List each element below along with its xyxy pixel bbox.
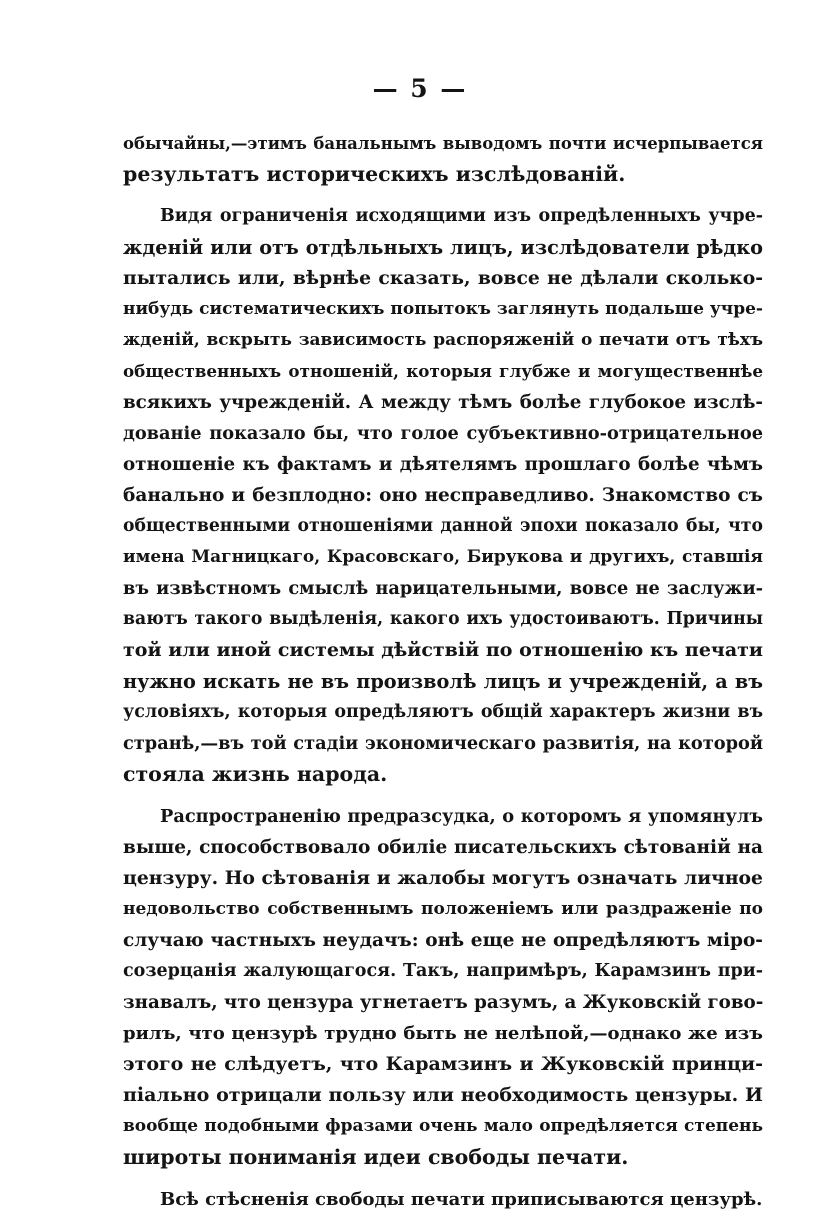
text-line: всякихъ учрежденій. А между тѣмъ болѣе глубокое изслѣ- xyxy=(123,392,763,413)
text-line: дованіе показало бы, что голое субъективно-отрицательное xyxy=(123,423,763,444)
text-line: жденій, вскрыть зависимость распоряженій о печати отъ тѣхъ xyxy=(123,330,763,350)
text-line: Видя ограниченія исходящими изъ опредѣленныхъ учре- xyxy=(160,206,763,226)
text-line: вообще подобными фразами очень мало опредѣляется степень xyxy=(123,1116,763,1136)
text-line: недовольство собственнымъ положеніемъ или раздраженіе по xyxy=(123,899,763,919)
text-line: знавалъ, что цензура угнетаетъ разумъ, а Жуковскій гово- xyxy=(123,992,763,1013)
text-line: пытались или, вѣрнѣе сказать, вовсе не дѣлали сколько- xyxy=(123,267,763,289)
paragraph-gap xyxy=(123,790,763,801)
paragraph-gap xyxy=(123,190,763,201)
text-line: общественныхъ отношеній, которыя глубже и могущественнѣе xyxy=(123,361,763,381)
text-line: общественными отношеніями данной эпохи показало бы, что xyxy=(123,516,763,536)
page-number: — 5 — xyxy=(372,74,468,103)
text-line: піально отрицали пользу или необходимость цензуры. И xyxy=(123,1084,763,1106)
text-line: Всѣ стѣсненія свободы печати приписываются цензурѣ. xyxy=(160,1189,763,1210)
text-line: нибудь систематическихъ попытокъ заглянуть подальше учре- xyxy=(123,299,763,319)
text-line: стояла жизнь народа. xyxy=(123,762,388,786)
text-line: Распространенію предразсудка, о которомъ я упомянулъ xyxy=(160,806,763,827)
text-line: обычайны,—этимъ банальнымъ выводомъ почти исчерпывается xyxy=(123,134,763,153)
text-line: имена Магницкаго, Красовскаго, Бирукова и другихъ, ставшія xyxy=(123,547,763,567)
text-line: случаю частныхъ неудачъ: онѣ еще не опредѣляютъ міро- xyxy=(123,930,763,951)
text-line: созерцанія жалующагося. Такъ, напримѣръ, Карамзинъ при- xyxy=(123,961,763,981)
text-line: банально и безплодно: оно несправедливо. Знакомство съ xyxy=(123,485,763,506)
text-line: этого не слѣдуетъ, что Карамзинъ и Жуковскій принци- xyxy=(123,1053,763,1075)
body-text xyxy=(123,128,763,1215)
text-line: цензуру. Но сѣтованія и жалобы могутъ означать личное xyxy=(123,867,763,889)
paragraph-gap xyxy=(123,1173,763,1184)
text-line: выше, способствовало обиліе писательскихъ сѣтованій на xyxy=(123,837,763,858)
text-line: отношеніе къ фактамъ и дѣятелямъ прошлаго болѣе чѣмъ xyxy=(123,454,763,475)
text-line: нужно искать не въ произволѣ лицъ и учрежденій, а въ xyxy=(123,670,763,693)
text-line: ваютъ такого выдѣленія, какого ихъ удостоиваютъ. Причины xyxy=(123,609,763,629)
text-line: той или иной системы дѣйствій по отношенію къ печати xyxy=(123,639,763,661)
text-line: широты пониманія идеи свободы печати. xyxy=(123,1145,629,1169)
text-line: въ извѣстномъ смыслѣ нарицательными, вовсе не заслужи- xyxy=(123,578,763,599)
text-line: рилъ, что цензурѣ трудно быть не нелѣпой,—однако же изъ xyxy=(123,1023,763,1044)
text-line: результатъ историческихъ изслѣдованій. xyxy=(123,162,626,186)
text-line: жденій или отъ отдѣльныхъ лицъ, изслѣдователи рѣдко xyxy=(123,236,763,259)
text-line: странѣ,—въ той стадіи экономическаго развитія, на которой xyxy=(123,733,763,754)
text-line: условіяхъ, которыя опредѣляютъ общій характеръ жизни въ xyxy=(123,702,763,722)
